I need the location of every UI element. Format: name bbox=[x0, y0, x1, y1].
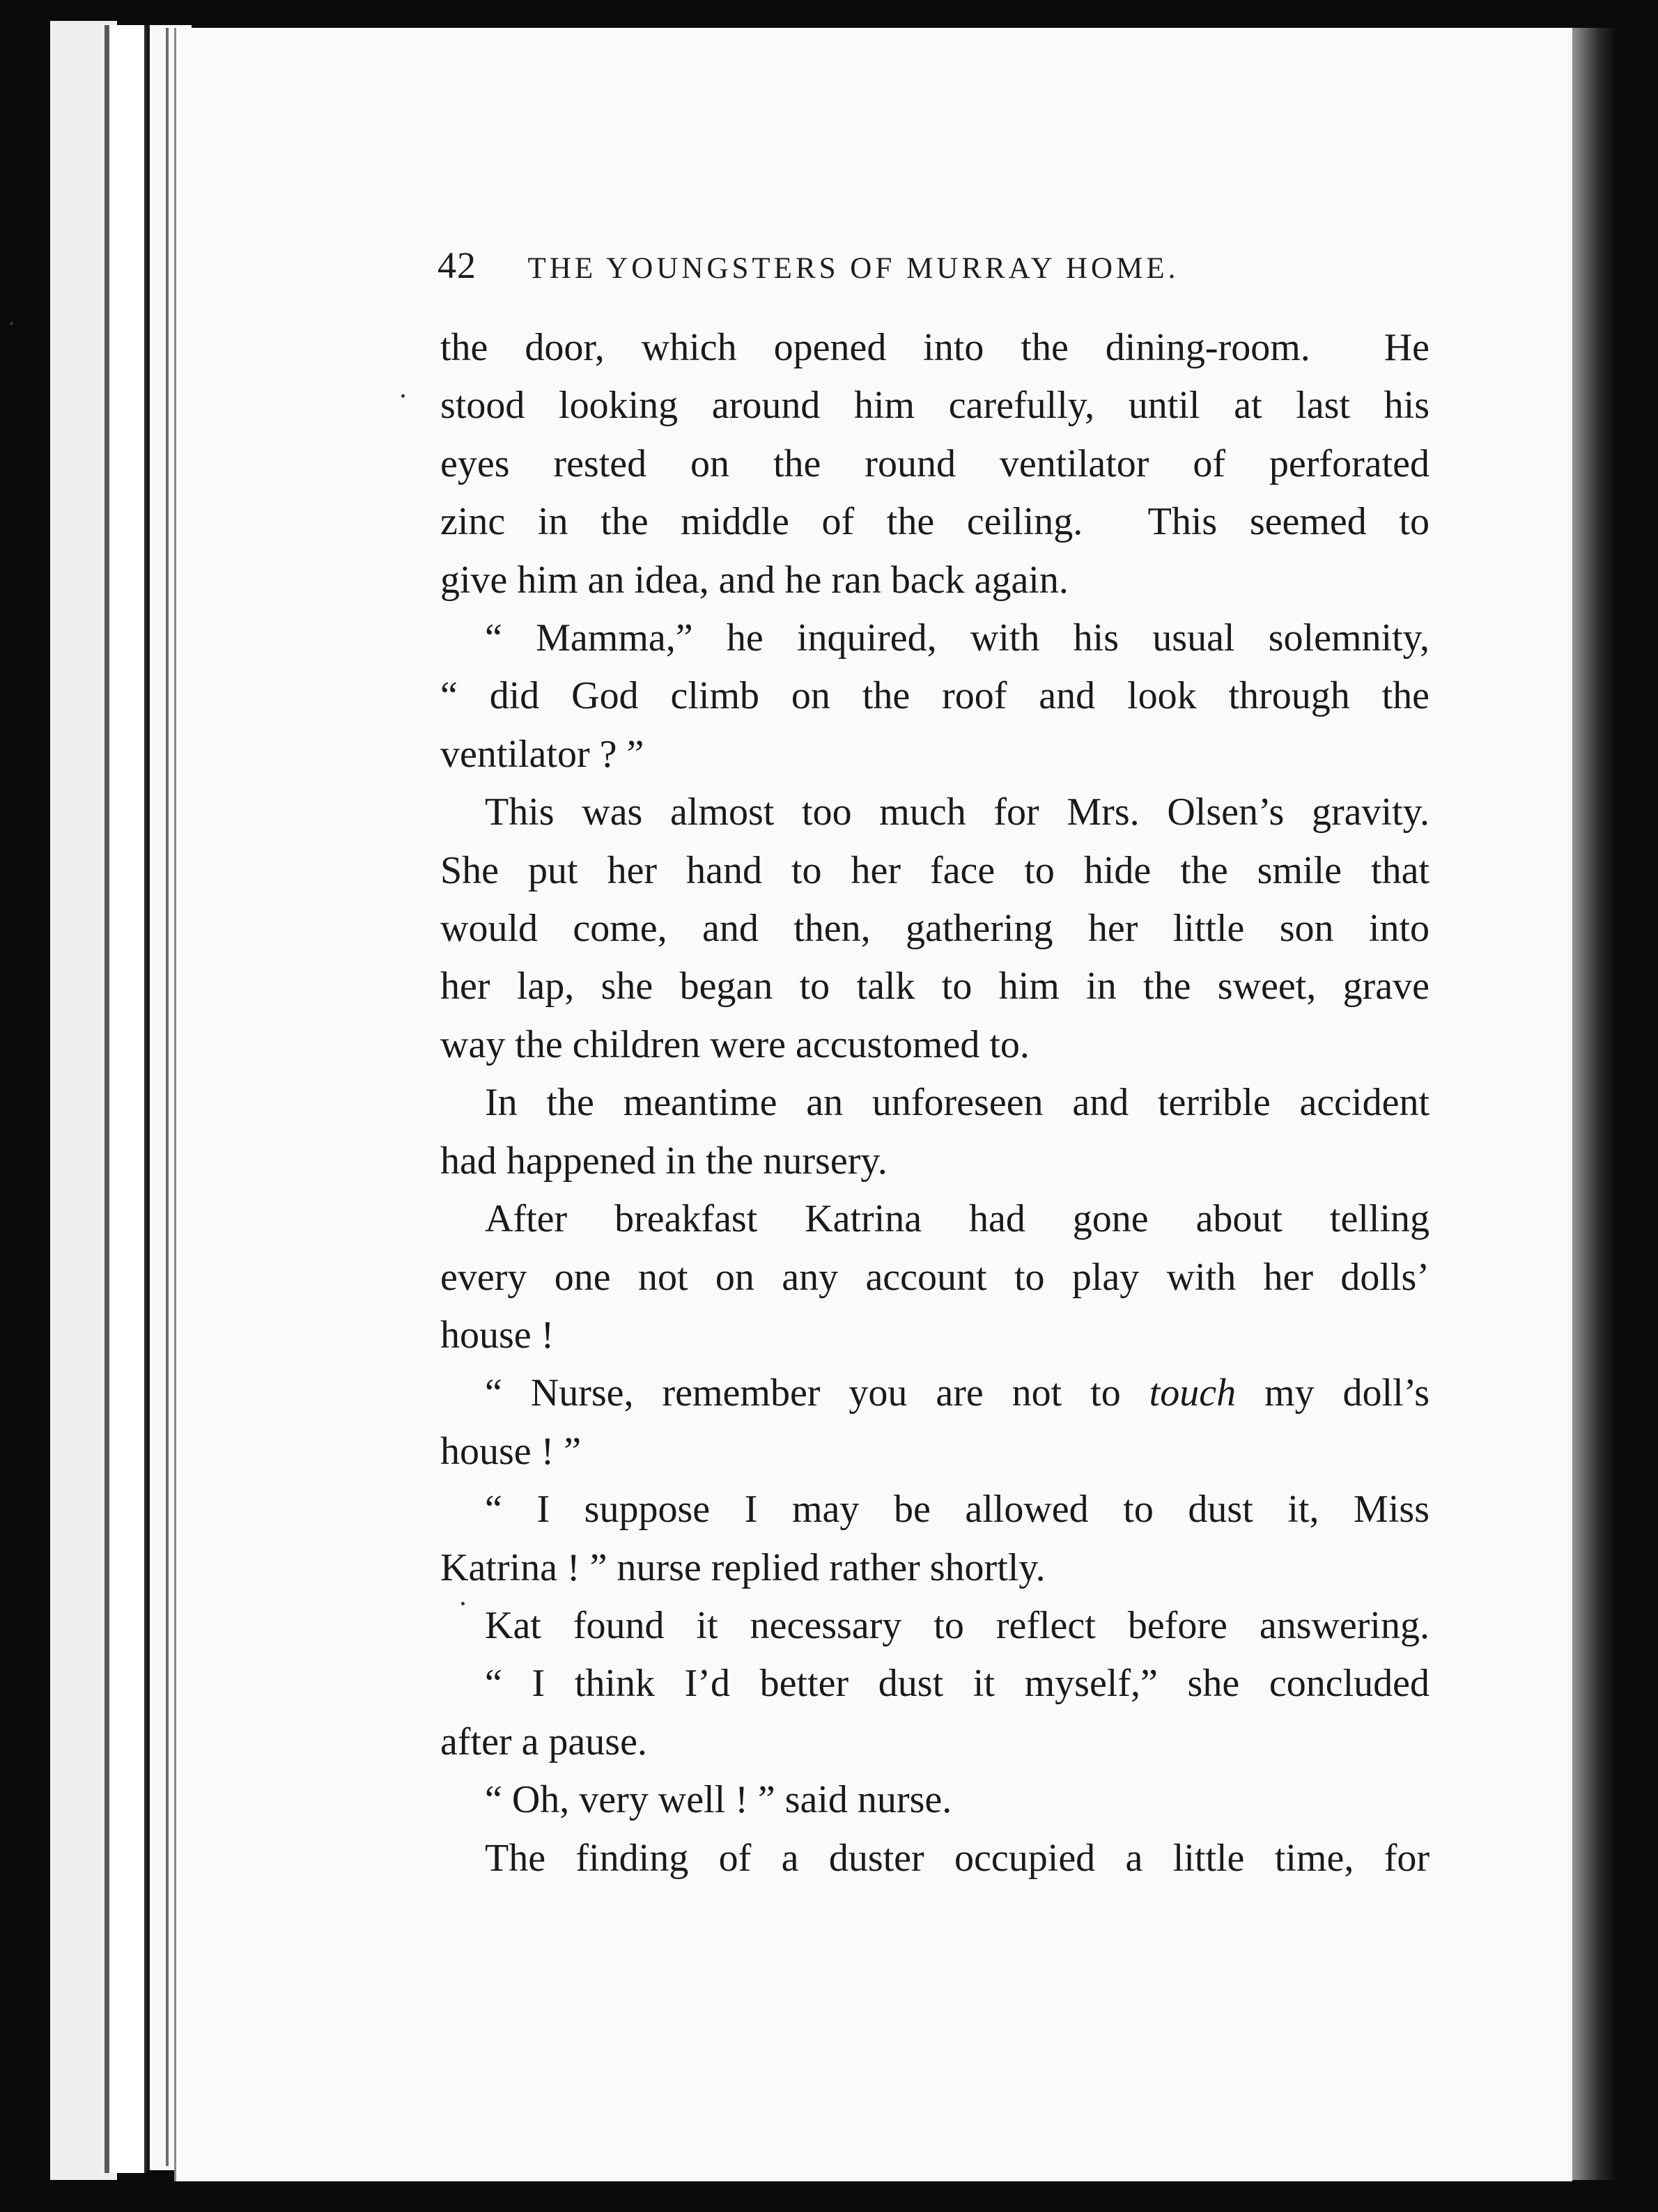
page-edge-line bbox=[166, 28, 169, 2166]
running-header bbox=[437, 244, 1357, 299]
text-line: give him an idea, and he ran back again. bbox=[440, 558, 1069, 602]
text-segment: my doll’s bbox=[1236, 1371, 1430, 1415]
text-line: After breakfast Katrina had gone about telling bbox=[485, 1197, 1430, 1241]
text-line: Katrina ! ” nurse replied rather shortly. bbox=[440, 1545, 1046, 1589]
body-text bbox=[440, 319, 1430, 1887]
text-line: house ! bbox=[440, 1313, 555, 1357]
text-line bbox=[440, 1364, 1430, 1422]
text-line: “ Mamma,” he inquired, with his usual solemnity, bbox=[485, 616, 1430, 660]
text-line: the door, which opened into the dining-room. He bbox=[440, 326, 1430, 369]
text-line: had happened in the nursery. bbox=[440, 1139, 888, 1183]
text-line: house ! ” bbox=[440, 1429, 582, 1473]
text-line: In the meantime an unforeseen and terrible accident bbox=[485, 1081, 1430, 1125]
print-speck bbox=[401, 394, 405, 398]
text-line: eyes rested on the round ventilator of perforated bbox=[440, 442, 1430, 485]
text-line: her lap, she began to talk to him in the sweet, grave bbox=[440, 965, 1430, 1008]
print-speck bbox=[461, 1602, 465, 1605]
emphasized-word: touch bbox=[1149, 1371, 1237, 1415]
text-line: every one not on any account to play with her dolls’ bbox=[440, 1255, 1430, 1299]
text-line: after a pause. bbox=[440, 1720, 647, 1763]
text-line: “ I think I’d better dust it myself,” she concluded bbox=[485, 1662, 1430, 1706]
text-line: “ I suppose I may be allowed to dust it, Miss bbox=[485, 1488, 1430, 1532]
text-line: “ Oh, very well ! ” said nurse. bbox=[485, 1778, 952, 1822]
text-line: ventilator ? ” bbox=[440, 732, 644, 776]
text-line: zinc in the middle of the ceiling. This seemed to bbox=[440, 500, 1430, 544]
text-segment: “ Nurse, remember you are not to bbox=[485, 1371, 1149, 1415]
text-line: way the children were accustomed to. bbox=[440, 1022, 1030, 1066]
running-title: THE YOUNGSTERS OF MURRAY HOME. bbox=[527, 252, 1179, 285]
text-line: Kat found it necessary to reflect before answering. bbox=[485, 1603, 1430, 1647]
page-number: 42 bbox=[437, 244, 477, 286]
text-line: She put her hand to her face to hide the smile that bbox=[440, 848, 1430, 892]
text-line: The finding of a duster occupied a little time, for bbox=[485, 1836, 1430, 1880]
text-line: stood looking around him carefully, until at last his bbox=[440, 384, 1430, 428]
text-line: This was almost too much for Mrs. Olsen’s gravity. bbox=[485, 790, 1430, 834]
page-edge-middle bbox=[104, 25, 146, 2173]
print-speck bbox=[10, 322, 13, 325]
text-line: “ did God climb on the roof and look through the bbox=[440, 674, 1430, 718]
text-line: would come, and then, gathering her little son into bbox=[440, 907, 1430, 951]
